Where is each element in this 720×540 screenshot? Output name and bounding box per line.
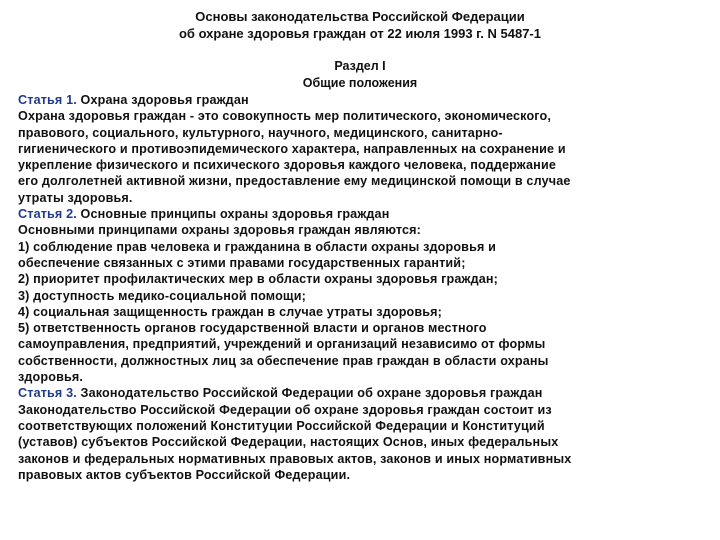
article-3-text-line: соответствующих положений Конституции Российской Федерации и Конституций <box>18 418 545 433</box>
article-1-text-line: Охрана здоровья граждан - это совокупность мер политического, экономического, <box>18 109 552 124</box>
article-3-title: Законодательство Российской Федерации об охране здоровья граждан <box>76 386 543 401</box>
article-2-text-line: 2) приоритет профилактических мер в области охраны здоровья граждан; <box>18 272 499 287</box>
document-title-line-2: об охране здоровья граждан от 22 июля 1993 г. N 5487-1 <box>178 26 541 41</box>
article-3-text-line: правовых актов субъектов Российской Федерации. <box>18 467 351 482</box>
article-2-title: Основные принципы охраны здоровья граждан <box>76 207 390 222</box>
article-2-text-line: обеспечение связанных с этими правами государственных гарантий; <box>18 255 466 270</box>
article-2-text-line: Основными принципами охраны здоровья граждан являются: <box>18 223 422 238</box>
section-title: Общие положения <box>302 76 418 90</box>
article-2-text-line: 3) доступность медико-социальной помощи; <box>18 288 306 303</box>
article-2 <box>18 206 710 385</box>
document-header <box>0 8 720 42</box>
article-2-text-line: самоуправления, предприятий, учреждений и организаций независимо от формы <box>18 337 546 352</box>
document-title-line-1: Основы законодательства Российской Федерации <box>195 9 525 24</box>
article-1-title: Охрана здоровья граждан <box>76 93 249 107</box>
article-1-label: Статья 1. <box>18 93 77 107</box>
article-2-heading <box>18 206 710 222</box>
article-1 <box>18 92 710 206</box>
article-3 <box>18 385 710 483</box>
article-3-text-line: законов и федеральных нормативных правовых актов, законов и иных нормативных <box>18 451 572 466</box>
section-heading <box>0 58 720 92</box>
document-body <box>18 92 710 483</box>
section-label: Раздел I <box>334 59 386 73</box>
article-1-heading <box>18 92 710 108</box>
article-1-text-line: гигиенического и противоэпидемического характера, направленных на сохранение и <box>18 141 566 156</box>
article-2-text-line: 4) социальная защищенность граждан в случае утраты здоровья; <box>18 304 443 319</box>
article-3-label: Статья 3. <box>18 386 77 401</box>
article-3-text-line: Законодательство Российской Федерации об охране здоровья граждан состоит из <box>18 402 552 417</box>
article-2-text-line: 1) соблюдение прав человека и гражданина в области охраны здоровья и <box>18 239 497 254</box>
article-3-heading <box>18 385 710 401</box>
article-2-label: Статья 2. <box>18 207 77 222</box>
article-1-text-line: укрепление физического и психического здоровья каждого человека, поддержание <box>18 158 556 173</box>
article-1-text-line: его долголетней активной жизни, предоставление ему медицинской помощи в случае <box>18 174 571 189</box>
article-2-text-line: собственности, должностных лиц за обеспечение прав граждан в области охраны <box>18 353 549 368</box>
article-3-text-line: (уставов) субъектов Российской Федерации, настоящих Основ, иных федеральных <box>18 435 559 450</box>
article-2-text-line: здоровья. <box>18 370 84 385</box>
article-1-text-line: правового, социального, культурного, научного, медицинского, санитарно- <box>18 125 503 140</box>
article-2-text-line: 5) ответственность органов государственной власти и органов местного <box>18 321 487 336</box>
article-1-text-line: утраты здоровья. <box>18 190 133 205</box>
